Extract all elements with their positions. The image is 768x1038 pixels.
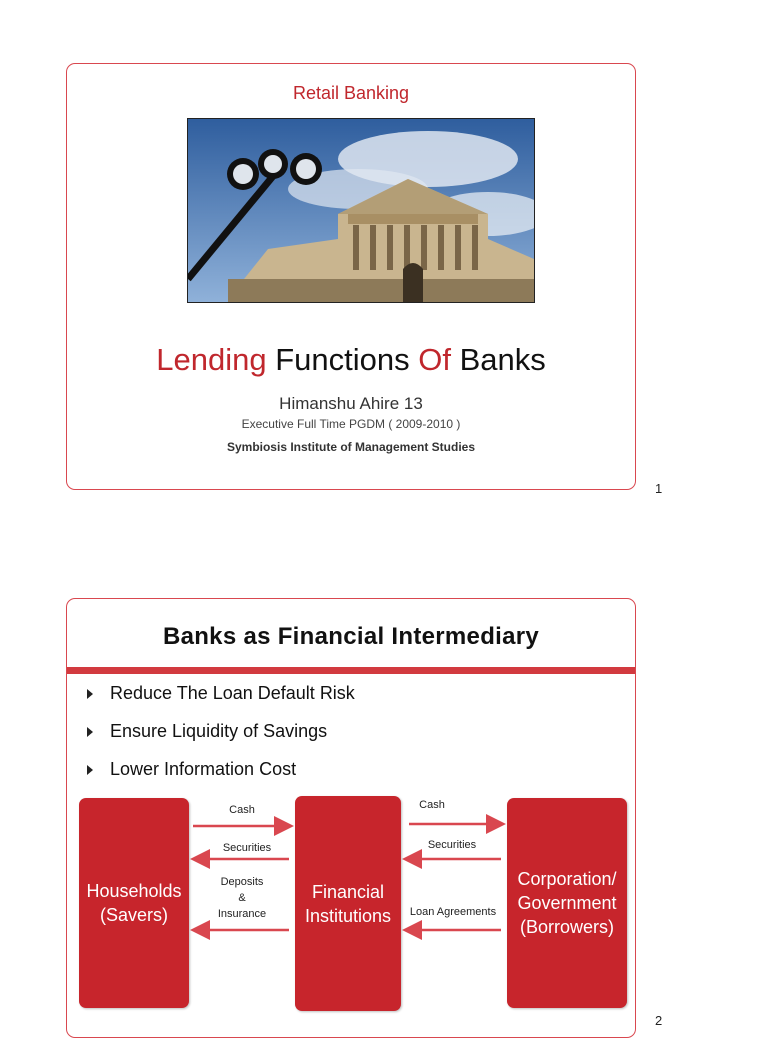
slide-1: [66, 63, 636, 490]
page-number-2: 2: [655, 1013, 663, 1028]
label-cash-right: Cash: [419, 799, 445, 811]
bank-building-photo: [187, 118, 535, 303]
slide-title: Banks as Financial Intermediary: [162, 623, 540, 650]
title-lending: Lending: [156, 342, 267, 377]
author: Himanshu Ahire 13: [279, 394, 423, 413]
label-securities-left: Securities: [222, 842, 272, 854]
program: Executive Full Time PGDM ( 2009-2010 ): [241, 417, 461, 431]
label-cash-left: Cash: [229, 804, 255, 816]
bullet-item: Reduce The Loan Default Risk: [87, 683, 355, 721]
label-loan-agreements: Loan Agreements: [409, 906, 497, 918]
slide-2: [66, 598, 636, 1038]
institute: Symbiosis Institute of Management Studies: [226, 440, 476, 454]
label-deposits-insurance: Deposits & Insurance: [217, 876, 267, 920]
title-of: Of: [418, 342, 451, 377]
bullet-item: Ensure Liquidity of Savings: [87, 721, 355, 759]
title-banks: Banks: [450, 342, 546, 377]
bullet-item: Lower Information Cost: [87, 759, 355, 797]
households-box: Households (Savers): [79, 798, 189, 1008]
label-securities-right: Securities: [427, 839, 477, 851]
slide-subtitle: Retail Banking: [292, 83, 410, 103]
financial-institutions-box: Financial Institutions: [295, 796, 401, 1011]
title-functions: Functions: [266, 342, 419, 377]
page-number-1: 1: [655, 481, 663, 496]
slide-title: [67, 342, 635, 378]
corporation-government-box: Corporation/ Government (Borrowers): [507, 798, 627, 1008]
